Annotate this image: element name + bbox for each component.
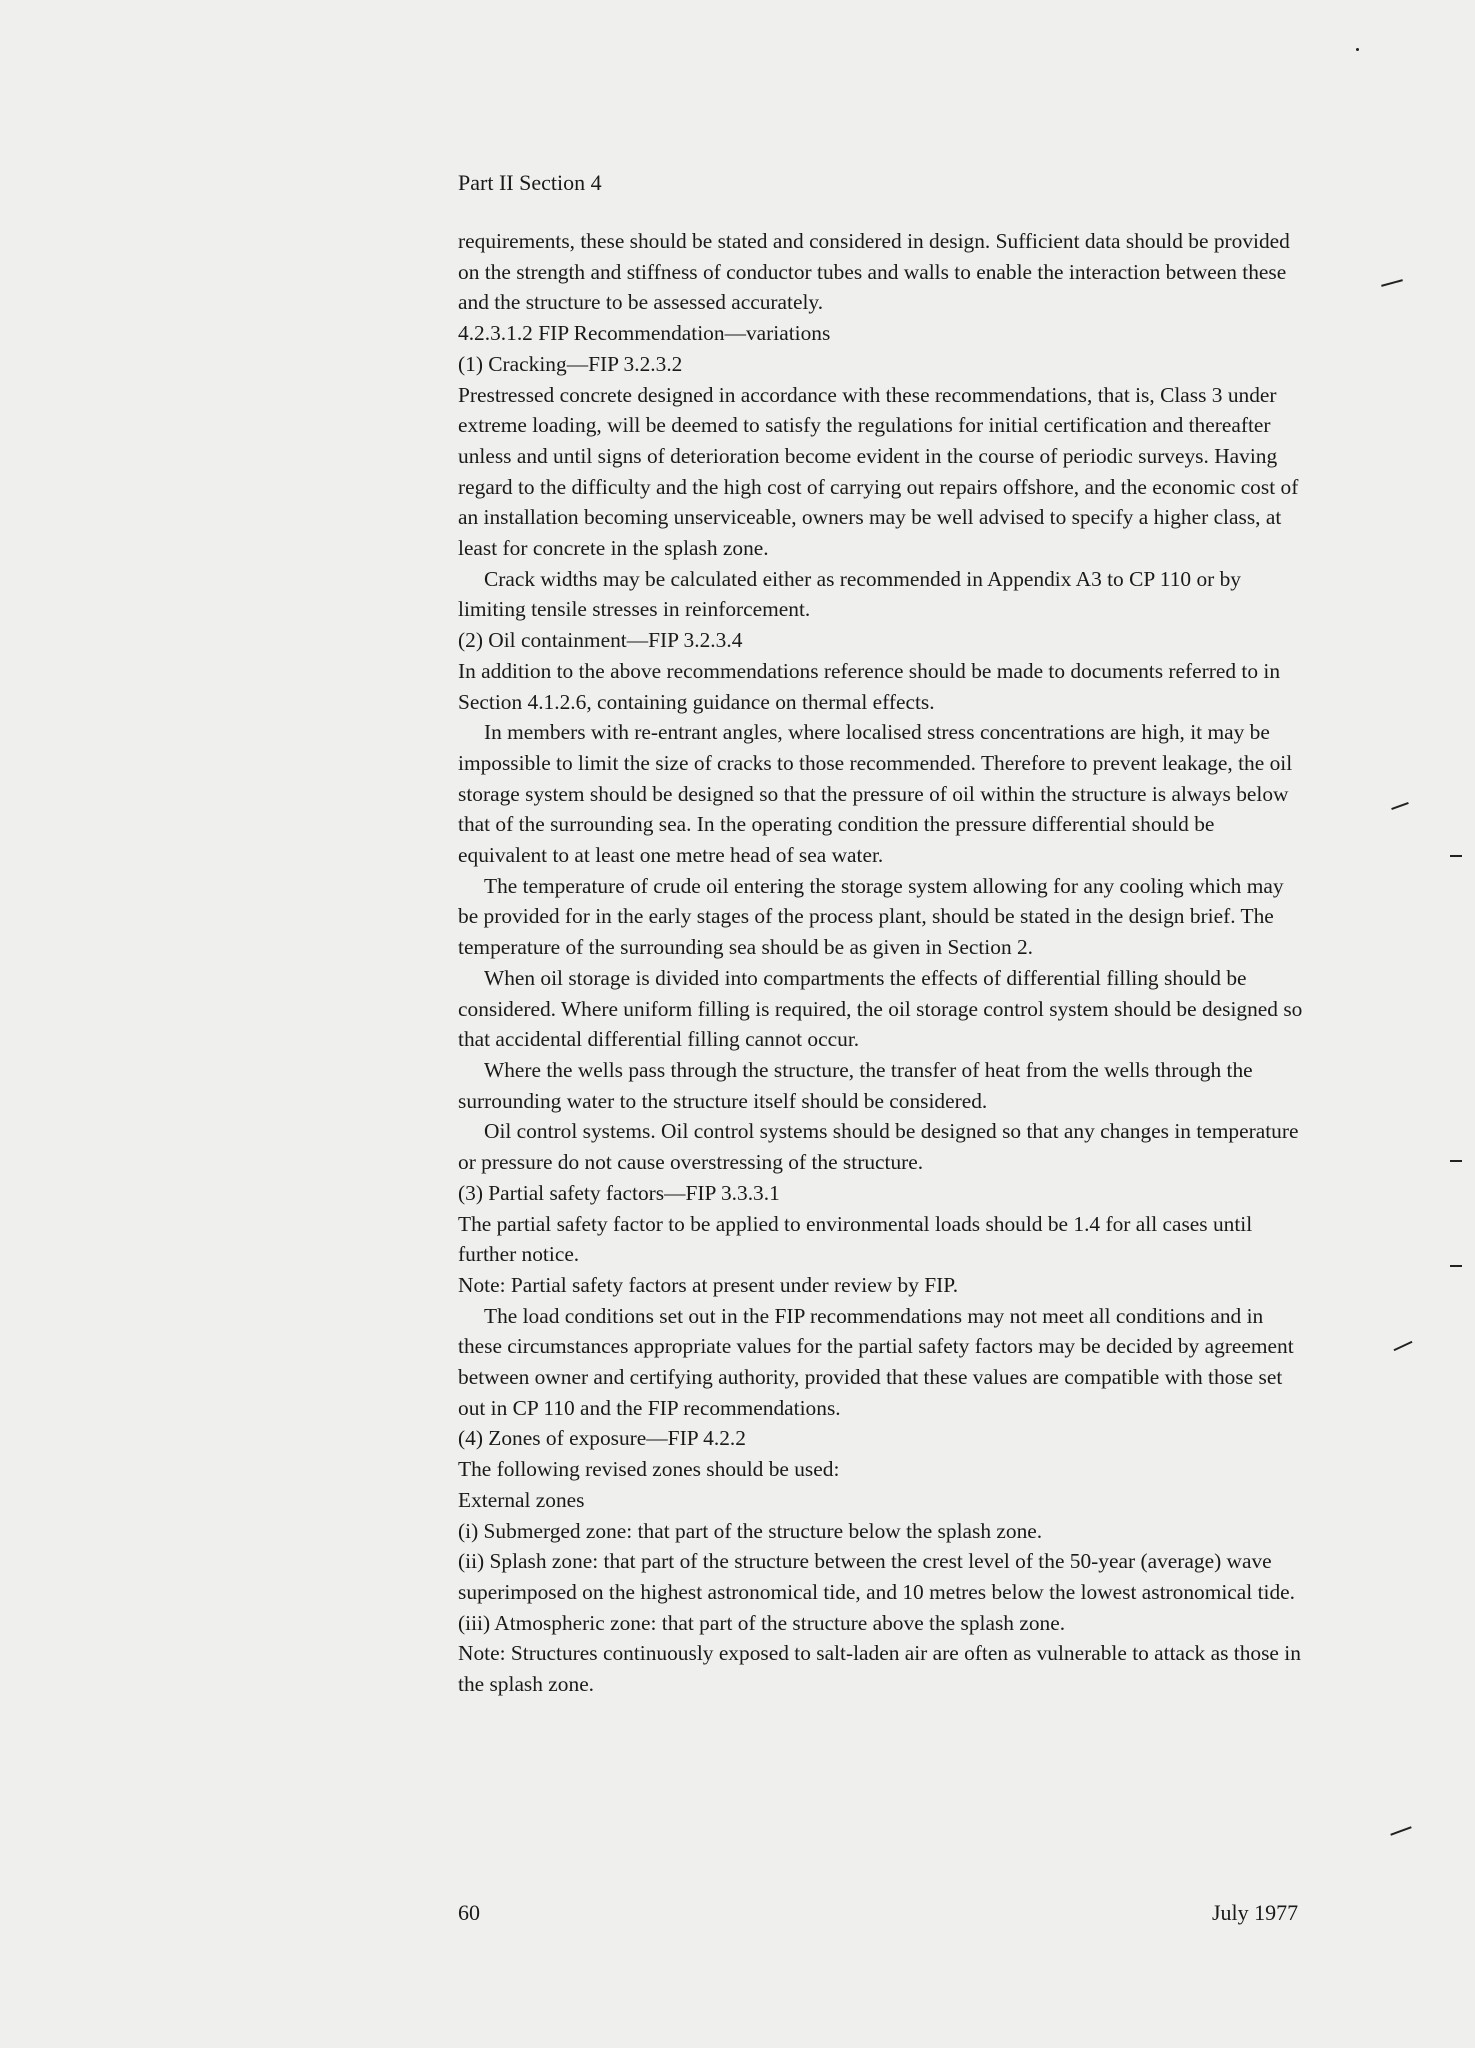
list-item: (iii) Atmospheric zone: that part of the structure above the splash zone. <box>458 1610 1066 1635</box>
list-item: (ii) Splash zone: that part of the structure between the crest level of the 50-year (average) wave superimposed on the highest astronomical tide, and 10 metres below the lowest astronomical tide. <box>458 1549 1296 1604</box>
item-heading: (3) Partial safety factors—FIP 3.3.3.1 <box>458 1180 780 1205</box>
paragraph: Where the wells pass through the structure, the transfer of heat from the wells through the surrounding water to the structure itself should be considered. <box>458 1057 1253 1113</box>
paragraph: In members with re-entrant angles, where localised stress concentrations are high, it may be impossible to limit the size of cracks to those recommended. Therefore to prevent leakage, the oil storage system should be designed so that the pressure of oil within the structure is always below that of the surrounding sea. In the operating condition the pressure differential should be equivalent to at least one metre head of sea water. <box>458 720 1293 868</box>
body-text <box>458 226 1308 1700</box>
list-heading: External zones <box>458 1487 585 1512</box>
paragraph: The temperature of crude oil entering the storage system allowing for any cooling which may be provided for in the early stages of the process plant, should be stated in the design brief. The temperature of the surrounding sea should be as given in Section 2. <box>458 873 1284 960</box>
scan-mark <box>1390 1826 1411 1835</box>
note: Note: Partial safety factors at present under review by FIP. <box>458 1272 959 1297</box>
paragraph: When oil storage is divided into compartments the effects of differential filling should be considered. Where uniform filling is required, the oil storage control system should be designed so that accidental differential filling cannot occur. <box>458 965 1303 1052</box>
paragraph: requirements, these should be stated and considered in design. Sufficient data should be provided on the strength and stiffness of conductor tubes and walls to enable the interaction between these and the structure to be assessed accurately. <box>458 229 1290 315</box>
scan-mark <box>1450 855 1462 857</box>
running-head: Part II Section 4 <box>458 170 602 195</box>
paragraph: In addition to the above recommendations reference should be made to documents referred to in Section 4.1.2.6, containing guidance on thermal effects. <box>458 658 1281 714</box>
paragraph: The following revised zones should be used: <box>458 1457 840 1482</box>
scan-mark <box>1450 1265 1462 1267</box>
scan-mark <box>1450 1160 1462 1162</box>
item-heading: (1) Cracking—FIP 3.2.3.2 <box>458 351 683 376</box>
footer-date: July 1977 <box>1212 1900 1299 1925</box>
scan-mark <box>1381 279 1403 287</box>
scan-mark <box>1394 1341 1413 1351</box>
item-heading: (2) Oil containment—FIP 3.2.3.4 <box>458 628 743 653</box>
list-item: (i) Submerged zone: that part of the structure below the splash zone. <box>458 1518 1043 1543</box>
subsection-heading: 4.2.3.1.2 FIP Recommendation—variations <box>458 321 831 346</box>
paragraph: Crack widths may be calculated either as recommended in Appendix A3 to CP 110 or by limiting tensile stresses in reinforcement. <box>458 566 1242 622</box>
paragraph: The load conditions set out in the FIP recommendations may not meet all conditions and in these circumstances appropriate values for the partial safety factors may be decided by agreement between owner and certifying authority, provided that these values are compatible with those set out in CP 110 and the FIP recommendations. <box>458 1303 1294 1420</box>
paragraph: Prestressed concrete designed in accordance with these recommendations, that is, Class 3 under extreme loading, will be deemed to satisfy the regulations for initial certification and thereafter unless and until signs of deterioration become evident in the course of periodic surveys. Having regard to the difficulty and the high cost of carrying out repairs offshore, and the economic cost of an installation becoming unserviceable, owners may be well advised to specify a higher class, at least for concrete in the splash zone. <box>458 382 1299 561</box>
scan-mark <box>1356 48 1359 51</box>
paragraph: The partial safety factor to be applied to environmental loads should be 1.4 for all cases until further notice. <box>458 1211 1253 1267</box>
paragraph: Oil control systems. Oil control systems should be designed so that any changes in temperature or pressure do not cause overstressing of the structure. <box>458 1119 1299 1175</box>
note: Note: Structures continuously exposed to salt-laden air are often as vulnerable to attack as those in the splash zone. <box>458 1641 1301 1697</box>
page-number: 60 <box>458 1900 480 1925</box>
scan-mark <box>1391 802 1409 810</box>
item-heading: (4) Zones of exposure—FIP 4.2.2 <box>458 1426 746 1451</box>
